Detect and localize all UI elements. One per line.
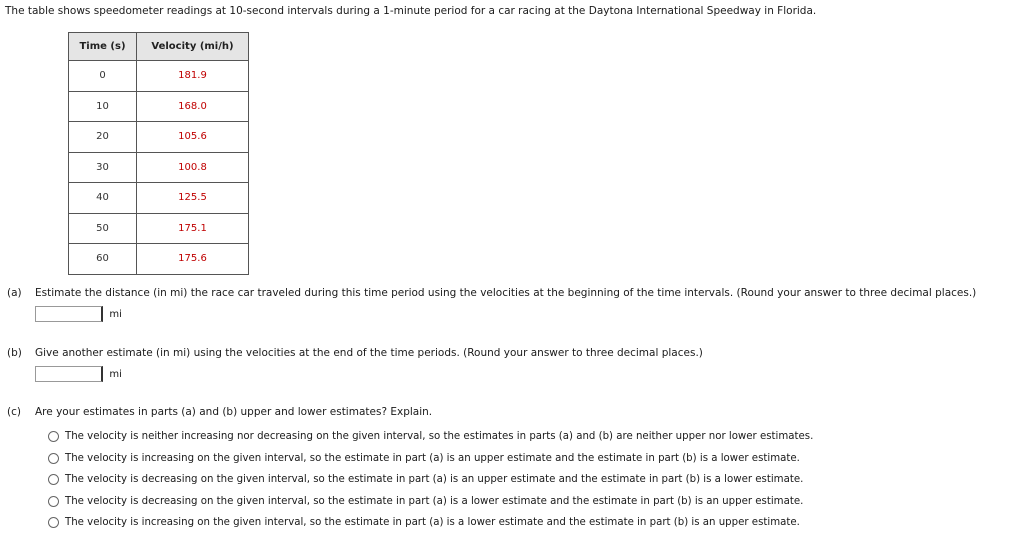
part-c-label: (c) <box>7 406 21 418</box>
part-b-input[interactable] <box>35 366 103 382</box>
table-row <box>69 244 249 275</box>
part-c-text: Are your estimates in parts (a) and (b) upper and lower estimates? Explain. <box>35 406 433 418</box>
time-cell: 40 <box>69 183 137 214</box>
problem-intro: The table shows speedometer readings at 10-second intervals during a 1-minute period for a car racing at the Daytona International Speedway in Florida. <box>5 5 817 17</box>
part-b-answer <box>35 366 122 384</box>
option-increasing-a-upper[interactable] <box>48 448 813 470</box>
part-a-question <box>7 287 976 299</box>
table-header-row <box>69 33 249 61</box>
velocity-cell: 100.8 <box>137 152 249 183</box>
time-cell: 10 <box>69 91 137 122</box>
part-b-unit: mi <box>109 368 122 380</box>
part-b-label: (b) <box>7 347 22 359</box>
option-text: The velocity is decreasing on the given interval, so the estimate in part (a) is a lower estimate and the estimate in part (b) is an upper estimate. <box>65 495 804 507</box>
time-column-header: Time (s) <box>69 33 137 61</box>
radio-button[interactable] <box>48 496 59 507</box>
part-a-unit: mi <box>109 308 122 320</box>
velocity-cell: 175.1 <box>137 213 249 244</box>
radio-button[interactable] <box>48 517 59 528</box>
time-cell: 0 <box>69 61 137 92</box>
time-cell: 20 <box>69 122 137 153</box>
option-text: The velocity is decreasing on the given interval, so the estimate in part (a) is an upper estimate and the estimate in part (b) is a lower estimate. <box>65 474 804 486</box>
speedometer-table <box>68 32 249 275</box>
option-text: The velocity is increasing on the given interval, so the estimate in part (a) is an upper estimate and the estimate in part (b) is a lower estimate. <box>65 452 800 464</box>
option-increasing-a-lower[interactable] <box>48 512 813 534</box>
part-a-answer <box>35 306 122 324</box>
radio-button[interactable] <box>48 431 59 442</box>
radio-button[interactable] <box>48 453 59 464</box>
table-row <box>69 183 249 214</box>
option-text: The velocity is increasing on the given interval, so the estimate in part (a) is a lower estimate and the estimate in part (b) is an upper estimate. <box>65 517 800 529</box>
part-c-options <box>48 426 813 534</box>
part-a-input[interactable] <box>35 306 103 322</box>
time-cell: 50 <box>69 213 137 244</box>
table-row <box>69 61 249 92</box>
table-row <box>69 213 249 244</box>
table-row <box>69 122 249 153</box>
radio-button[interactable] <box>48 474 59 485</box>
option-text: The velocity is neither increasing nor decreasing on the given interval, so the estimates in parts (a) and (b) are neither upper nor lower estimates. <box>65 431 814 443</box>
option-decreasing-a-lower[interactable] <box>48 491 813 513</box>
velocity-cell: 168.0 <box>137 91 249 122</box>
part-c-question <box>7 406 432 418</box>
part-b-question <box>7 347 703 359</box>
velocity-cell: 175.6 <box>137 244 249 275</box>
table-row <box>69 91 249 122</box>
velocity-cell: 181.9 <box>137 61 249 92</box>
part-a-label: (a) <box>7 287 22 299</box>
part-a-text: Estimate the distance (in mi) the race car traveled during this time period using the velocities at the beginning of the time intervals. (Round your answer to three decimal places.) <box>35 287 977 299</box>
velocity-cell: 125.5 <box>137 183 249 214</box>
option-neither[interactable] <box>48 426 813 448</box>
time-cell: 60 <box>69 244 137 275</box>
time-cell: 30 <box>69 152 137 183</box>
option-decreasing-a-upper[interactable] <box>48 469 813 491</box>
velocity-column-header: Velocity (mi/h) <box>137 33 249 61</box>
part-b-text: Give another estimate (in mi) using the velocities at the end of the time periods. (Round your answer to three decimal places.) <box>35 347 703 359</box>
table-row <box>69 152 249 183</box>
velocity-cell: 105.6 <box>137 122 249 153</box>
